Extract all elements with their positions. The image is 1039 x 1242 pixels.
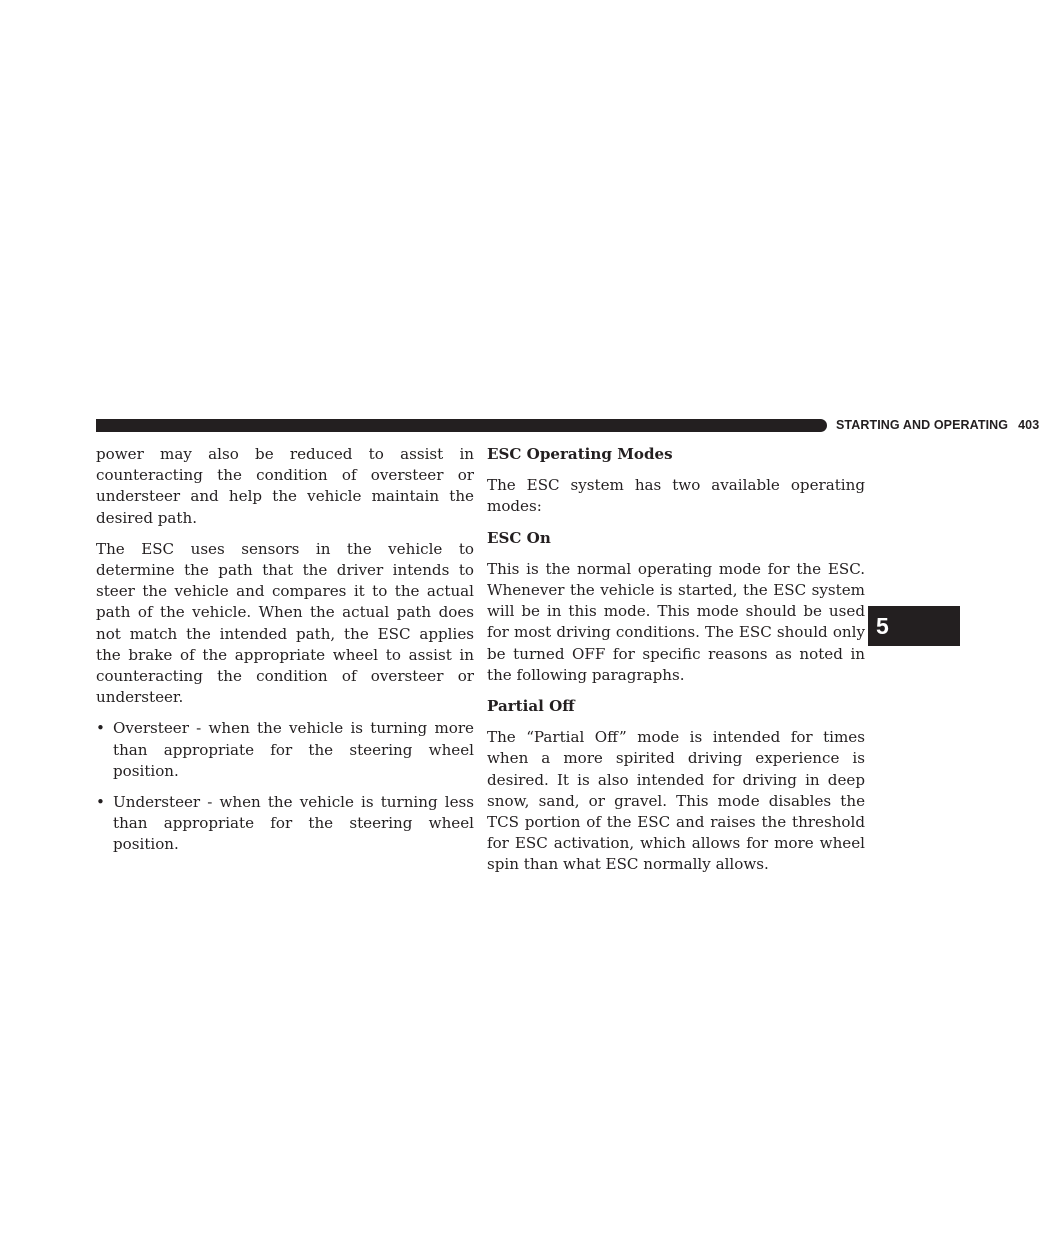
- header-rule: [96, 419, 827, 432]
- chapter-tab: 5: [868, 606, 960, 646]
- bullet-icon: •: [96, 719, 105, 738]
- section-title: STARTING AND OPERATING: [836, 418, 1009, 432]
- subheading-esc-on: ESC On: [487, 528, 551, 547]
- left-column: [96, 444, 474, 866]
- list-item-text: Oversteer - when the vehicle is turning more than appropriate for the steering wheel position.: [113, 719, 474, 780]
- running-header: [836, 416, 1039, 434]
- paragraph: The ESC uses sensors in the vehicle to determine the path that the driver intends to steer the vehicle and compares it to the actual path of the vehicle. When the actual path does not match the intended path, the ESC applies the brake of the appropriate wheel to assist in counteracting the condition of oversteer or understeer.: [96, 539, 474, 707]
- subheading-partial-off: Partial Off: [487, 697, 575, 716]
- list-item: [96, 792, 474, 856]
- bullet-icon: •: [96, 793, 105, 812]
- right-column: [487, 444, 865, 886]
- list-item: [96, 718, 474, 782]
- section-heading: ESC Operating Modes: [487, 445, 673, 463]
- list-item-text: Understeer - when the vehicle is turning less than appropriate for the steering wheel position.: [113, 793, 474, 854]
- bullet-list: [96, 718, 474, 855]
- paragraph: power may also be reduced to assist in counteracting the condition of oversteer or understeer and help the vehicle maintain the desired path.: [96, 445, 474, 527]
- paragraph: This is the normal operating mode for the ESC. Whenever the vehicle is started, the ESC system will be in this mode. This mode should be used for most driving conditions. The ESC should only be turned OFF for specific reasons as noted in the following paragraphs.: [487, 559, 865, 684]
- paragraph: The “Partial Off” mode is intended for times when a more spirited driving experience is desired. It is also intended for driving in deep snow, sand, or gravel. This mode disables the TCS portion of the ESC and raises the threshold for ESC activation, which allows for more wheel spin than what ESC normally allows.: [487, 728, 865, 874]
- page-number: 403: [1018, 418, 1039, 432]
- paragraph: The ESC system has two available operating modes:: [487, 476, 865, 516]
